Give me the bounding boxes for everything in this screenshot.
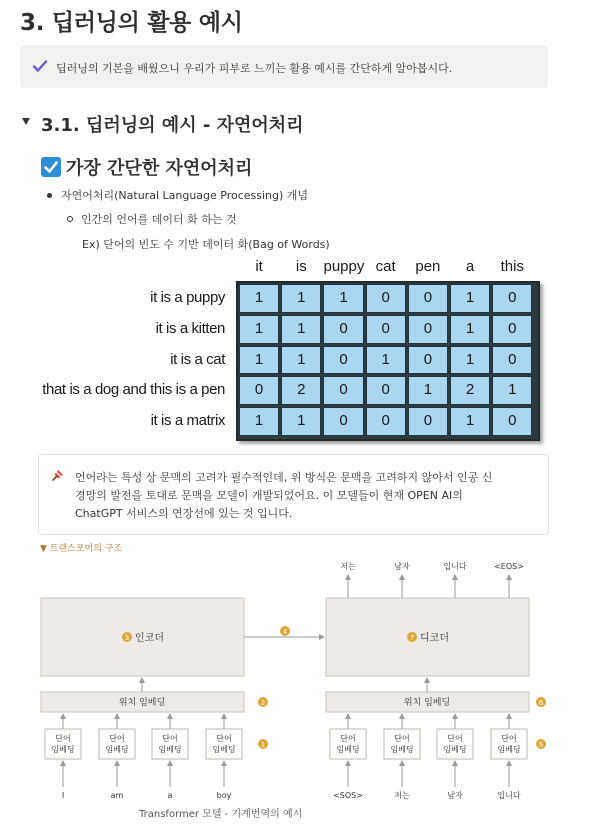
matrix-cell: 1 bbox=[281, 407, 321, 436]
matrix-cell: 1 bbox=[281, 315, 321, 344]
matrix-cell: 1 bbox=[239, 315, 279, 344]
matrix-grid bbox=[236, 281, 540, 441]
matrix-column-header: puppy bbox=[323, 258, 365, 275]
check-icon bbox=[32, 58, 48, 74]
matrix-cell: 1 bbox=[408, 376, 448, 405]
matrix-cell: 1 bbox=[323, 284, 363, 313]
matrix-cell: 2 bbox=[281, 376, 321, 405]
matrix-cell: 1 bbox=[450, 346, 490, 375]
encoder-label: 인코더 bbox=[135, 633, 164, 644]
figure-title: ▼ 트랜스포머의 구조 bbox=[40, 544, 123, 554]
matrix-cell: 0 bbox=[492, 407, 532, 436]
word-embedding-label: 임베딩 bbox=[158, 745, 182, 754]
encoder-input-token: a bbox=[167, 791, 173, 800]
matrix-cell: 1 bbox=[281, 346, 321, 375]
matrix-cell: 1 bbox=[239, 346, 279, 375]
matrix-cell: 1 bbox=[239, 407, 279, 436]
sub-bullet-circle bbox=[67, 216, 73, 222]
matrix-cell: 0 bbox=[408, 315, 448, 344]
matrix-cell: 1 bbox=[450, 315, 490, 344]
matrix-column-header: is bbox=[295, 258, 307, 275]
word-embedding-label: 단어 bbox=[55, 734, 71, 743]
subsection-title: 가장 간단한 자연어처리 bbox=[66, 158, 253, 179]
matrix-row-label: it is a matrix bbox=[150, 412, 225, 430]
matrix-cell: 1 bbox=[450, 407, 490, 436]
intro-callout bbox=[20, 45, 548, 88]
word-embedding-label: 임베딩 bbox=[105, 745, 129, 754]
checkbox-icon bbox=[41, 157, 61, 177]
word-embedding-label: 임베딩 bbox=[443, 745, 467, 754]
word-embedding-label: 임베딩 bbox=[390, 745, 414, 754]
matrix-cell: 0 bbox=[323, 407, 363, 436]
transformer-diagram bbox=[38, 541, 548, 826]
matrix-row-label: it is a kitten bbox=[155, 319, 225, 337]
page-heading: 3. 딥러닝의 활용 예시 bbox=[20, 10, 243, 36]
matrix-cell: 0 bbox=[366, 284, 406, 313]
matrix-cell: 0 bbox=[492, 284, 532, 313]
matrix-column-header: pen bbox=[415, 258, 441, 275]
decoder-word-badge-number: 5 bbox=[538, 741, 544, 749]
matrix-cell: 1 bbox=[492, 376, 532, 405]
word-embedding-label: 임베딩 bbox=[212, 745, 236, 754]
bullet-text: 자연어처리(Natural Language Processing) 개념 bbox=[61, 189, 309, 202]
sub-bullet-text: 인간의 언어를 데이터 화 하는 것 bbox=[81, 213, 237, 226]
figure-caption: Transformer 모델 - 기계번역의 예시 bbox=[139, 809, 303, 820]
decoder-output-token: <EOS> bbox=[494, 562, 524, 571]
matrix-cell: 0 bbox=[323, 376, 363, 405]
matrix-cell: 0 bbox=[492, 315, 532, 344]
matrix-column-header: a bbox=[465, 258, 475, 275]
matrix-column-header: this bbox=[500, 258, 524, 275]
matrix-cell: 0 bbox=[408, 346, 448, 375]
encoder-badge-number: 3 bbox=[124, 634, 130, 642]
example-text: Ex) 단어의 빈도 수 기반 데이터 화(Bag of Words) bbox=[82, 238, 330, 251]
matrix-cell: 0 bbox=[323, 315, 363, 344]
matrix-column-header: it bbox=[255, 258, 263, 275]
decoder-badge-number: 7 bbox=[409, 634, 415, 642]
word-embedding-label: 임베딩 bbox=[497, 745, 521, 754]
note-line: ChatGPT 서비스의 연장선에 있는 것 입니다. bbox=[75, 507, 293, 520]
word-embedding-label: 단어 bbox=[501, 734, 517, 743]
matrix-cell: 1 bbox=[366, 346, 406, 375]
intro-callout-text: 딥러닝의 기본을 배웠으니 우리가 피부로 느끼는 활용 예시를 간단하게 알아봅시다. bbox=[56, 62, 453, 75]
encoder-pos-badge-number: 2 bbox=[260, 699, 266, 707]
matrix-cell: 1 bbox=[450, 284, 490, 313]
decoder-input-token: 입니다 bbox=[497, 791, 521, 800]
matrix-cell: 0 bbox=[408, 407, 448, 436]
encoder-input-token: I bbox=[61, 791, 65, 800]
note-line: 언어라는 특성 상 문맥의 고려가 필수적인데, 위 방식은 문맥을 고려하지 않아서 인공 신 bbox=[75, 471, 493, 484]
encoder-word-badge-number: 1 bbox=[260, 741, 266, 749]
matrix-cell: 0 bbox=[492, 346, 532, 375]
decoder-pos-badge-number: 6 bbox=[538, 699, 544, 707]
decoder-input-token: 저는 bbox=[394, 791, 410, 800]
decoder-output-token: 남자 bbox=[394, 562, 410, 571]
word-embedding-label: 임베딩 bbox=[336, 745, 360, 754]
section-title: 3.1. 딥러닝의 예시 - 자연어처리 bbox=[41, 115, 304, 136]
matrix-cell: 1 bbox=[239, 284, 279, 313]
word-embedding-label: 임베딩 bbox=[51, 745, 75, 754]
matrix-cell: 0 bbox=[366, 376, 406, 405]
decoder-output-token: 저는 bbox=[340, 562, 356, 571]
matrix-cell: 0 bbox=[323, 346, 363, 375]
matrix-row-label: that is a dog and this is a pen bbox=[42, 381, 225, 399]
subsection-heading bbox=[41, 154, 252, 180]
matrix-cell: 0 bbox=[366, 407, 406, 436]
encoder-input-token: boy bbox=[216, 791, 232, 800]
matrix-row-label: it is a cat bbox=[170, 350, 225, 368]
encoder-input-token: am bbox=[110, 791, 124, 800]
bullet-dot bbox=[47, 193, 52, 198]
word-embedding-label: 단어 bbox=[216, 734, 232, 743]
decoder-input-token: 남자 bbox=[447, 791, 463, 800]
matrix-cell: 1 bbox=[281, 284, 321, 313]
matrix-cell: 0 bbox=[366, 315, 406, 344]
triangle-down-icon[interactable] bbox=[22, 118, 30, 125]
word-embedding-label: 단어 bbox=[394, 734, 410, 743]
matrix-cell: 2 bbox=[450, 376, 490, 405]
link-badge-number: 4 bbox=[282, 628, 288, 636]
pushpin-icon bbox=[51, 468, 65, 482]
word-embedding-label: 단어 bbox=[162, 734, 178, 743]
note-line: 경망의 발전을 토대로 문맥을 모델이 개발되었어요. 이 모델들이 현재 OPEN AI의 bbox=[75, 489, 463, 502]
decoder-output-token: 입니다 bbox=[443, 562, 467, 571]
matrix-cell: 0 bbox=[239, 376, 279, 405]
note-callout bbox=[38, 454, 549, 535]
word-embedding-label: 단어 bbox=[447, 734, 463, 743]
decoder-positional-label: 위치 임베딩 bbox=[403, 698, 451, 708]
matrix-row-label: it is a puppy bbox=[150, 289, 225, 306]
decoder-input-token: <SOS> bbox=[333, 791, 363, 800]
word-embedding-label: 단어 bbox=[109, 734, 125, 743]
word-embedding-label: 단어 bbox=[340, 734, 356, 743]
matrix-column-header: cat bbox=[375, 258, 396, 275]
matrix-cell: 0 bbox=[408, 284, 448, 313]
encoder-positional-label: 위치 임베딩 bbox=[118, 698, 166, 708]
decoder-label: 디코더 bbox=[420, 633, 449, 644]
